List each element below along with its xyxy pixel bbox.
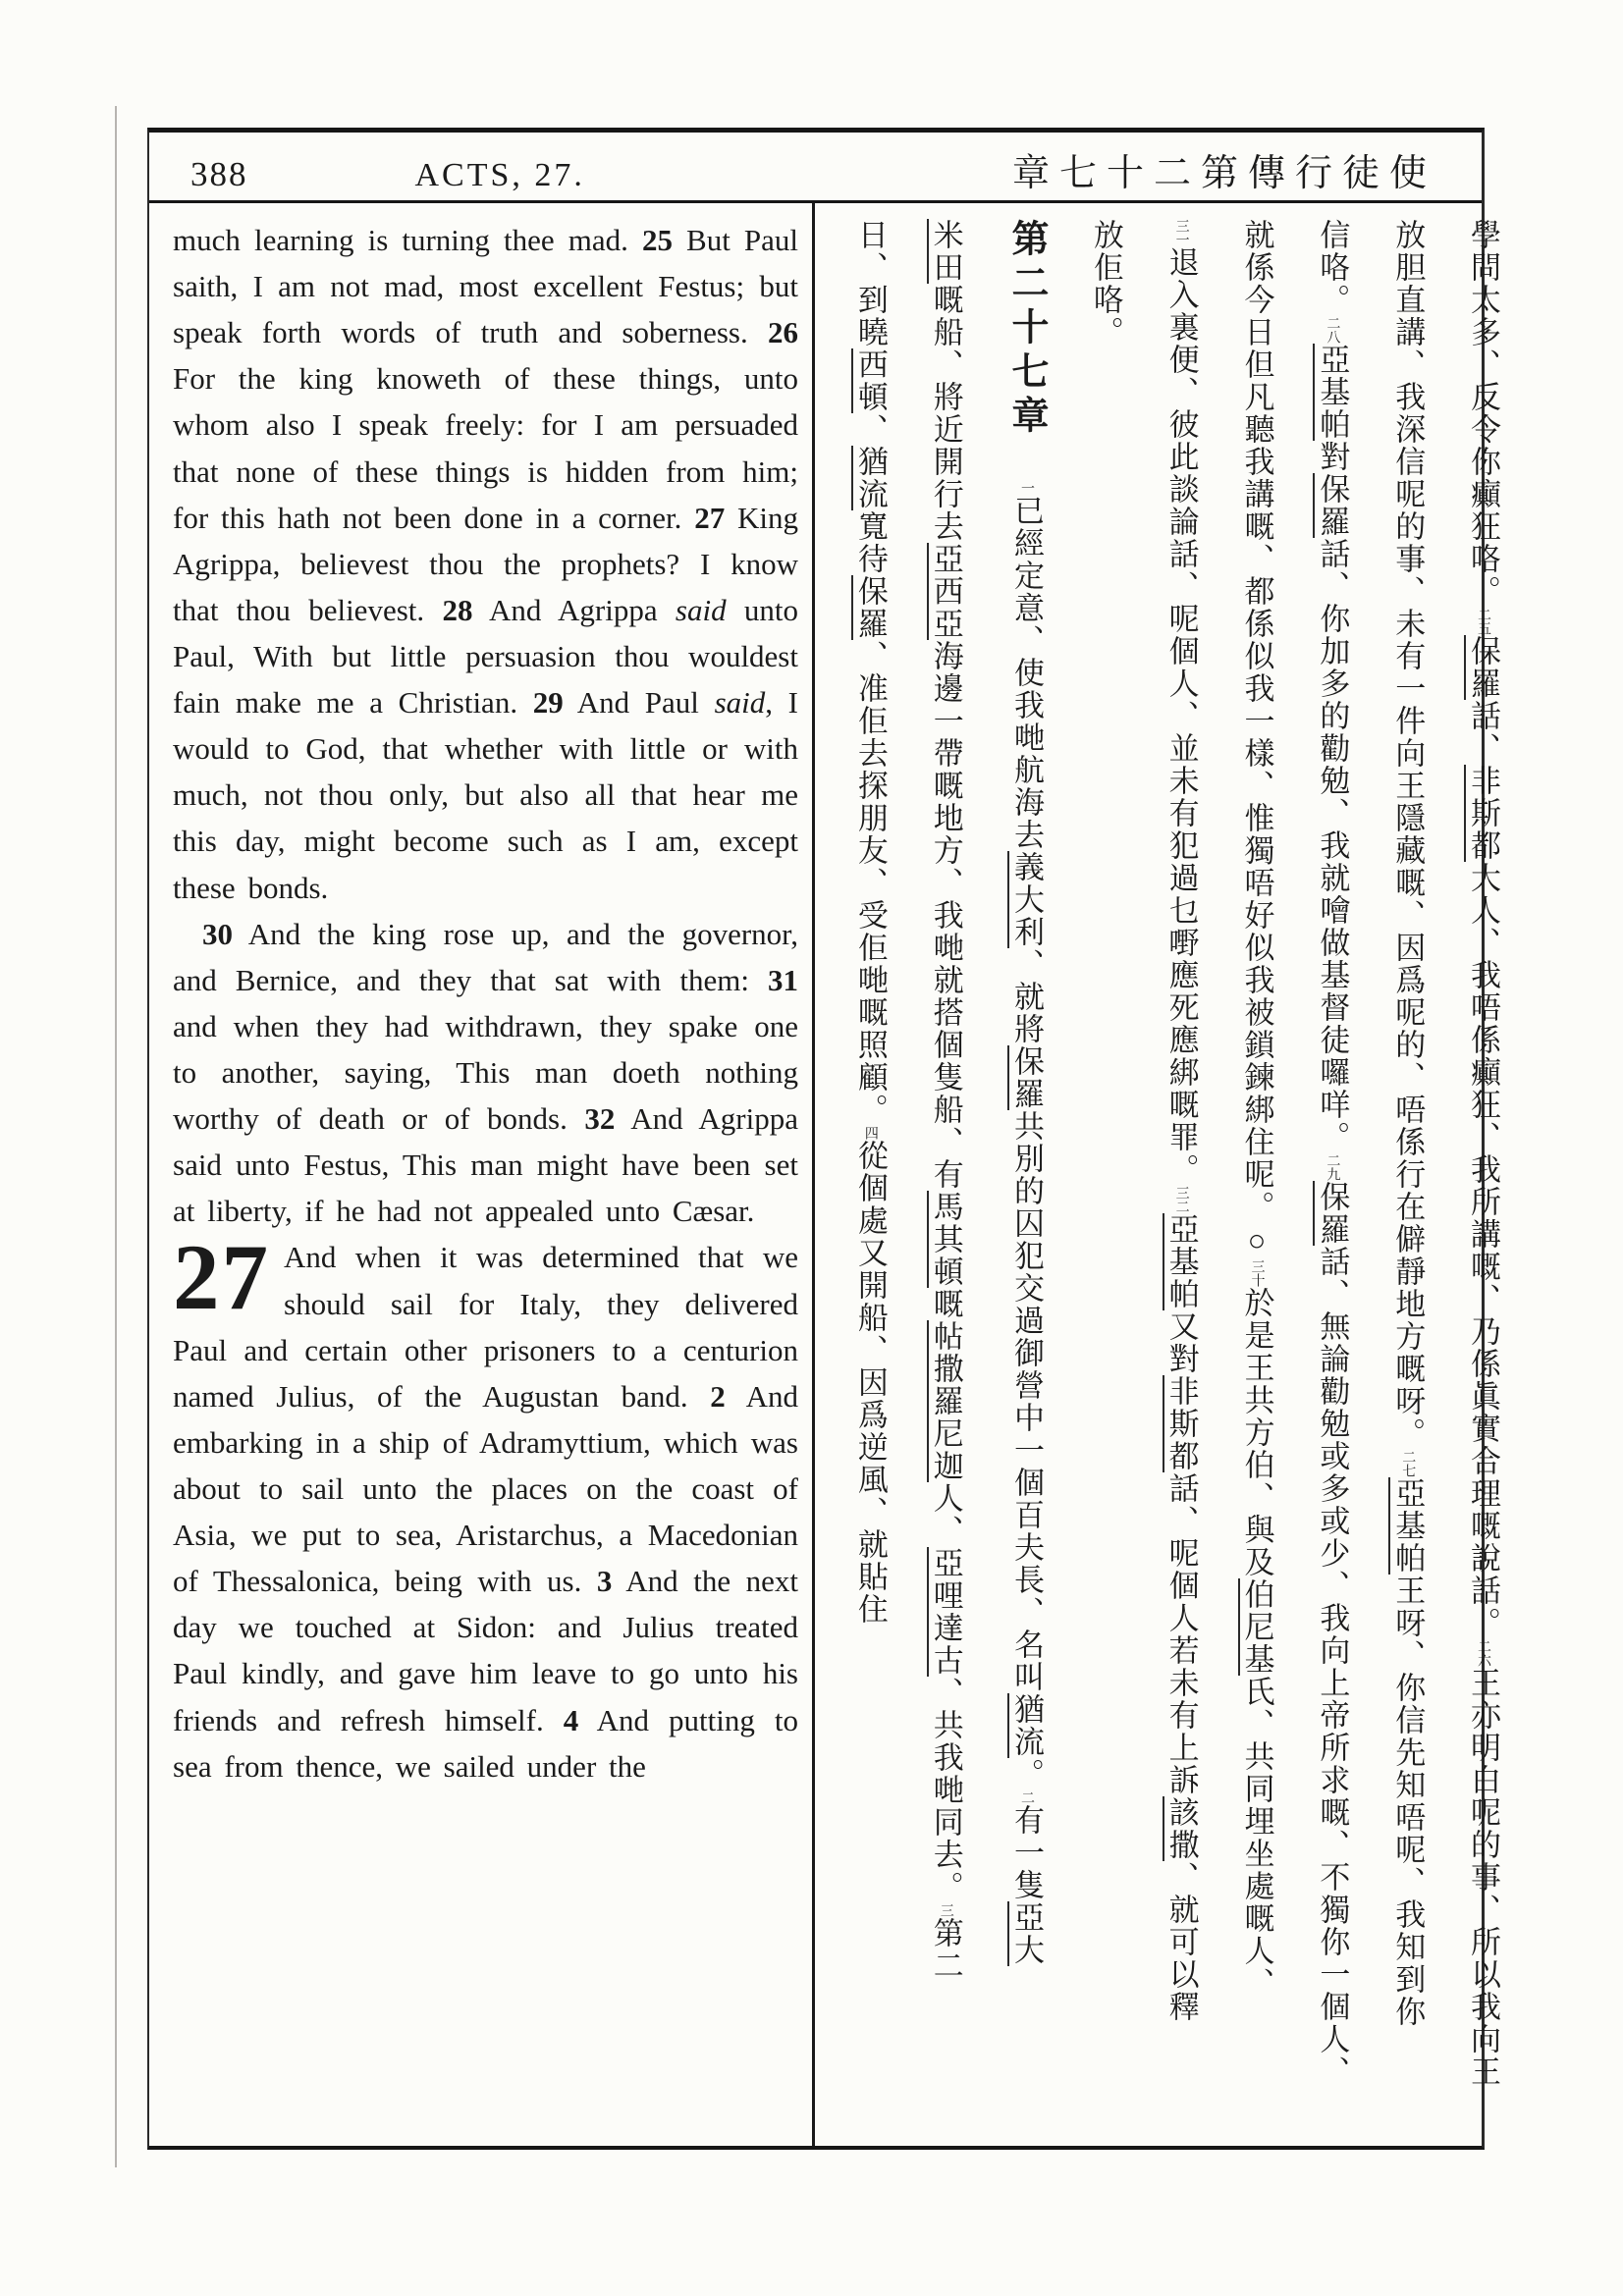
proper-name: 保羅 xyxy=(1466,635,1501,700)
chinese-column xyxy=(1085,219,1126,2123)
verse-text: 共別的囚犯交過御營中一個百夫長、名叫 xyxy=(1008,1110,1044,1693)
verse-number: 25 xyxy=(641,223,673,257)
verse-text: 放佢咯。 xyxy=(1088,219,1123,348)
proper-name: 亞基帕 xyxy=(1315,344,1350,441)
verse-text: 。 xyxy=(1008,1758,1044,1790)
proper-name: 馬其頓 xyxy=(928,1191,963,1288)
verse-text: 信咯。 xyxy=(1315,219,1350,316)
proper-name: 義大利 xyxy=(1008,851,1044,948)
verse-text: 學問太多、反令你癲狂咯。 xyxy=(1466,219,1501,608)
verse-text: And Agrippa xyxy=(472,592,676,627)
verse-marker: 二七 xyxy=(1400,1450,1416,1477)
verse-text: 、准佢去探朋友、受佢哋嘅照顧。 xyxy=(852,640,888,1126)
chinese-column xyxy=(1236,219,1277,2123)
verse-text: said xyxy=(675,592,727,627)
english-paragraph xyxy=(173,217,798,911)
verse-text: 從個處又開船、因爲逆風、就貼住 xyxy=(852,1140,888,1626)
verse-number: 30 xyxy=(202,916,233,951)
verse-number: 29 xyxy=(532,685,564,721)
verse-text: 又對 xyxy=(1163,1310,1199,1375)
verse-number: 2 xyxy=(710,1378,726,1414)
proper-name: 猶流 xyxy=(852,446,888,510)
verse-marker: 三二 xyxy=(1173,1186,1189,1213)
verse-text: 退入裏便、彼此談論話、呢個人、並未有犯過乜嘢應死應綁嘅罪。 xyxy=(1163,246,1199,1186)
english-column xyxy=(149,203,812,2146)
chapter-heading: 第二十七章 xyxy=(1004,219,1047,440)
chinese-column xyxy=(1312,219,1353,2123)
chinese-column xyxy=(1462,219,1503,2123)
verse-text: 話、 xyxy=(1466,700,1501,765)
verse-number: 31 xyxy=(768,962,798,997)
verse-marker: 二五 xyxy=(1476,608,1491,635)
verse-text: 第二 xyxy=(928,1917,963,1982)
page-header xyxy=(149,133,1482,203)
verse-text: 嘅船、將近開行去 xyxy=(928,284,963,543)
verse-text: unto Paul, With but little persuasion thou wouldest fain make me a Christian. xyxy=(173,592,798,721)
proper-name: 非斯都 xyxy=(1466,765,1501,862)
verse-text: King Agrippa, believest thou the prophets? I know that thou believest. xyxy=(173,500,799,627)
chinese-column xyxy=(1001,219,1051,2123)
proper-name: 伯尼基 xyxy=(1239,1578,1274,1676)
verse-text: And the next day we touched at Sidon: and Julius treated Paul kindly, and gave him leave to go unto his friends and refresh himself. xyxy=(173,1564,799,1737)
verse-text: And putting to sea from thence, we sailed under the xyxy=(173,1702,798,1784)
verse-marker: 一 xyxy=(1018,481,1034,495)
verse-marker: 三 xyxy=(938,1903,953,1917)
verse-text: 於是王共方伯、與及 xyxy=(1239,1287,1274,1578)
verse-text: And Agrippa said unto Festus, This man might have been set at liberty, if he had not appealed unto Cæsar. xyxy=(173,1101,798,1229)
proper-name: 西頓 xyxy=(852,348,888,413)
verse-text: 、就可以釋 xyxy=(1163,1861,1199,2023)
proper-name: 帖撒羅尼迦 xyxy=(928,1320,963,1482)
verse-marker: 二六 xyxy=(1476,1639,1491,1667)
verse-text: said xyxy=(714,685,766,721)
verse-text: 大人、我唔係癲狂、我所講嘅、乃係眞實合理嘅說話。 xyxy=(1466,862,1501,1639)
verse-text: , I would to God, that whether with little or with much, not thou only, but also all that hear me this day, might become such as I am, except these bonds. xyxy=(173,685,798,905)
english-paragraph xyxy=(173,1225,799,1789)
proper-name: 保羅 xyxy=(1008,1045,1044,1110)
page-body xyxy=(149,203,1501,2146)
verse-text: But Paul saith, I am not mad, most excellent Festus; but speak forth words of truth and soberness. xyxy=(173,223,799,350)
heading-gap xyxy=(1025,440,1027,481)
proper-name: 非斯都 xyxy=(1163,1375,1199,1472)
verse-number: 26 xyxy=(768,315,798,350)
verse-marker: 三十 xyxy=(1249,1259,1265,1287)
verse-text: And the king rose up, and the governor, and Bernice, and they that sat with them: xyxy=(173,916,798,997)
verse-text: And Paul xyxy=(563,685,715,721)
verse-text: 氏、共同埋坐處嘅人、 xyxy=(1239,1676,1274,2000)
verse-text: 話、無論勸勉或多或少、我向上帝所求嘅、不獨你一個人、 xyxy=(1315,1246,1350,2088)
verse-text: 海邊一帶嘅地方、我哋就搭個隻船、有 xyxy=(928,640,963,1191)
verse-marker: 四 xyxy=(862,1126,878,1140)
verse-number: 32 xyxy=(584,1101,616,1137)
verse-marker: 二九 xyxy=(1325,1153,1340,1181)
proper-name: 亞大 xyxy=(1008,1901,1044,1966)
verse-text: And when it was determined that we should sail for Italy, they delivered Paul and certain other prisoners to a centurion named Julius, of the Augustan band. xyxy=(173,1240,798,1414)
verse-number: 3 xyxy=(596,1564,613,1599)
verse-text: 王呀、你信先知唔呢、我知到你 xyxy=(1390,1575,1426,2028)
verse-text: much learning is turning thee mad. xyxy=(173,223,642,257)
verse-text: 日、到曉 xyxy=(852,219,888,348)
verse-text: 嘅 xyxy=(928,1288,963,1320)
verse-text: 放胆直講、我深信呢的事、未有一件向王隱藏嘅、因爲呢的、唔係行在僻靜地方嘅呀。 xyxy=(1390,219,1426,1450)
verse-text: 話、你加多的勸勉、我就噲做基督徒囉咩。 xyxy=(1315,538,1350,1153)
chinese-column xyxy=(925,219,966,2123)
proper-name: 保羅 xyxy=(1315,473,1350,538)
proper-name: 保羅 xyxy=(852,575,888,640)
proper-name: 亞基帕 xyxy=(1390,1477,1426,1575)
verse-text: and when they had withdrawn, they spake one to another, saying, This man doeth nothing worthy of death or of bonds. xyxy=(173,1008,798,1137)
verse-text: 已經定意、使我哋航海去 xyxy=(1008,495,1044,851)
running-head-chinese: 章七十二第傳行徒使 xyxy=(1011,153,1436,194)
proper-name: 保羅 xyxy=(1315,1181,1350,1246)
verse-text: 寬待 xyxy=(852,510,888,575)
proper-name: 米田 xyxy=(928,219,963,284)
chinese-column xyxy=(1161,219,1202,2123)
verse-number: 27 xyxy=(694,500,726,535)
english-text xyxy=(173,217,798,1789)
running-head-english: ACTS, 27. xyxy=(414,157,585,193)
verse-text: 話、呢個人若未有上訴 xyxy=(1163,1472,1199,1796)
proper-name: 亞西亞 xyxy=(928,543,963,640)
verse-text: 王亦明白呢的事、所以我向王 xyxy=(1466,1667,1501,2088)
verse-text: 就係今日但凡聽我講嘅、都係似我一樣、惟獨唔好似我被鎖鍊綁住呢。○ xyxy=(1239,219,1274,1259)
verse-text: 、 xyxy=(852,413,888,446)
page-number: 388 xyxy=(190,155,248,193)
proper-name: 亞基帕 xyxy=(1163,1213,1199,1310)
verse-text: And embarking in a ship of Adramyttium, which was about to sail unto the places on the coast of Asia, we put to sea, Aristarchus, a Macedonian of Thessalonica, being with us. xyxy=(173,1378,798,1599)
text-frame xyxy=(147,128,1501,2150)
verse-number: 4 xyxy=(563,1702,579,1737)
chinese-column xyxy=(1386,219,1428,2123)
verse-marker: 三一 xyxy=(1173,219,1189,246)
chinese-column xyxy=(849,219,891,2123)
page-gutter-line xyxy=(115,106,117,2167)
verse-marker: 二八 xyxy=(1325,316,1340,344)
verse-text: For the king knoweth of these things, unto whom also I speak freely: for I am persuaded that none of these things is hidden from him; for this hath not been done in a corner. xyxy=(173,361,798,535)
chinese-text xyxy=(815,203,1541,2146)
verse-text: 、共我哋同去。 xyxy=(928,1677,963,1903)
verse-text: 人、 xyxy=(928,1482,963,1547)
verse-text: 、就將 xyxy=(1008,948,1044,1045)
verse-marker: 二 xyxy=(1018,1790,1034,1804)
verse-text: 對 xyxy=(1315,441,1350,473)
verse-number: 28 xyxy=(442,592,473,627)
proper-name: 該撒 xyxy=(1163,1796,1199,1861)
chapter-number-dropcap: 27 xyxy=(173,1225,270,1330)
proper-name: 猶流 xyxy=(1008,1693,1044,1758)
english-paragraph xyxy=(173,911,798,1235)
verse-text: 有一隻 xyxy=(1008,1804,1044,1901)
proper-name: 亞哩達古 xyxy=(928,1547,963,1677)
